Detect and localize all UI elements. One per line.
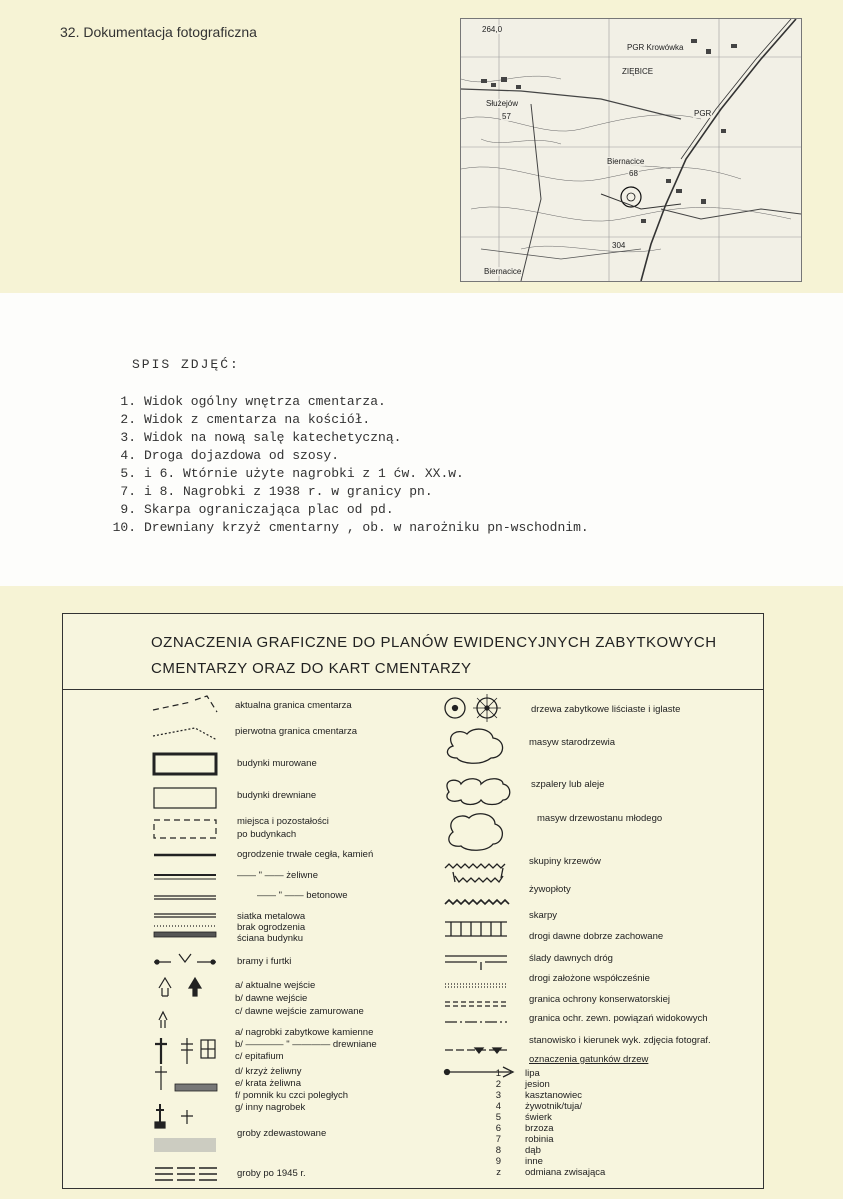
legend-brak-ogrodzenia: brak ogrodzenia <box>237 922 306 933</box>
legend-species-list: 1 lipa 2 jesion 3 kasztanowiec 4 żywotnik/tuja/ 5 świerk 6 brzoza 7 robinia 8 dąb 9 inne z odmiana zwisająca <box>495 1068 606 1178</box>
legend-nagrobki-b: b/ ———— " ———— drewniane <box>235 1039 377 1050</box>
map-label-ziebice: ZIĘBICE <box>622 67 654 76</box>
list-item: 2. Widok z cmentarza na kościół. <box>120 412 371 427</box>
legend-skarpy: skarpy <box>529 910 557 921</box>
legend-groby-1945: groby po 1945 r. <box>237 1168 306 1179</box>
legend-separator <box>63 689 763 690</box>
legend-right-symbols <box>441 692 521 1047</box>
legend-wejscie-a: a/ aktualne wejście <box>235 980 316 991</box>
map-label-biernacice-number: 68 <box>629 169 638 178</box>
legend-box <box>62 613 764 1189</box>
map-label-biernacice: Biernacice <box>607 157 645 166</box>
legend-zeliwne: —— " —— żeliwne <box>237 870 318 881</box>
legend-wejscie-c: c/ dawne wejście zamurowane <box>235 1006 364 1017</box>
legend-masyw-mlody: masyw drzewostanu młodego <box>537 813 663 824</box>
location-map <box>460 18 802 282</box>
legend-wejscie-b: b/ dawne wejście <box>235 993 308 1004</box>
map-drawing <box>461 19 801 281</box>
legend-drzewa-zabytkowe: drzewa zabytkowe liściaste i iglaste <box>531 704 681 715</box>
legend-slady-drog: ślady dawnych dróg <box>529 953 613 964</box>
legend-ogrodzenie-trwale: ogrodzenie trwałe cegła, kamień <box>237 849 374 860</box>
list-item: 7. i 8. Nagrobki z 1938 r. w granicy pn. <box>120 484 433 499</box>
list-item: 4. Droga dojazdowa od szosy. <box>120 448 340 463</box>
map-label-pgr-krowowka: PGR Krowówka <box>627 43 684 52</box>
legend-drogi-zalozone: drogi założone współcześnie <box>529 973 650 984</box>
legend-betonowe: —— " —— betonowe <box>257 890 348 901</box>
list-item: 3. Widok na nową salę katechetyczną. <box>120 430 402 445</box>
legend-granica-zewnetrzna: granica ochr. zewn. powiązań widokowych <box>529 1013 708 1024</box>
legend-pierwotna-granica: pierwotna granica cmentarza <box>235 726 357 737</box>
list-item: 1. Widok ogólny wnętrza cmentarza. <box>120 394 386 409</box>
legend-budynki-drewniane: budynki drewniane <box>237 790 317 801</box>
map-label-elevation-top: 264,0 <box>482 25 503 34</box>
legend-species-title: oznaczenia gatunków drzew <box>529 1054 649 1065</box>
legend-pozostalosci-line2: po budynkach <box>237 829 297 840</box>
map-label-sluzejow: Służejów <box>486 99 519 108</box>
legend-sciana-budynku: ściana budynku <box>237 933 304 944</box>
list-item: 5. i 6. Wtórnie użyte nagrobki z 1 ćw. XX.w. <box>120 466 464 481</box>
legend-left-symbols <box>151 692 221 1192</box>
legend-epitafium: c/ epitafium <box>235 1051 284 1062</box>
legend-title-line2: CMENTARZY ORAZ DO KART CMENTARZY <box>151 660 472 677</box>
page-title: 32. Dokumentacja fotograficzna <box>60 24 257 40</box>
legend-granica-ochrony: granica ochrony konserwatorskiej <box>529 994 670 1005</box>
legend-groby-zdewastowane: groby zdewastowane <box>237 1128 327 1139</box>
legend-pozostalosci-line1: miejsca i pozostałości <box>237 816 329 827</box>
legend-stanowisko: stanowisko i kierunek wyk. zdjęcia fotograf. <box>529 1035 711 1046</box>
list-item: 9. Skarpa ograniczająca plac od pd. <box>120 502 394 517</box>
legend-nagrobki-a: a/ nagrobki zabytkowe kamienne <box>235 1027 374 1038</box>
legend-skupiny-krzewow: skupiny krzewów <box>529 856 601 867</box>
legend-aktualna-granica: aktualna granica cmentarza <box>235 700 352 711</box>
map-label-elevation-bottom: 304 <box>612 241 626 250</box>
legend-siatka: siatka metalowa <box>237 911 306 922</box>
legend-bramy-furtki: bramy i furtki <box>237 956 292 967</box>
list-item: 10. Drewniany krzyż cmentarny , ob. w narożniku pn-wschodnim. <box>112 520 589 535</box>
legend-inny-nagrobek: g/ inny nagrobek <box>235 1102 306 1113</box>
map-label-sluzejow-number: 57 <box>502 112 511 121</box>
legend-title-line1: OZNACZENIA GRAFICZNE DO PLANÓW EWIDENCYJNYCH ZABYTKOWYCH <box>151 634 717 651</box>
legend-pomnik: f/ pomnik ku czci poległych <box>235 1090 348 1101</box>
photo-list-title: SPIS ZDJĘĆ: <box>132 357 240 372</box>
map-label-pgr: PGR <box>694 109 712 118</box>
legend-krata-zeliwna: e/ krata żeliwna <box>235 1078 302 1089</box>
legend-krzyz-zeliwny: d/ krzyż żeliwny <box>235 1066 302 1077</box>
legend-budynki-murowane: budynki murowane <box>237 758 317 769</box>
legend-zywoploty: żywopłoty <box>529 884 571 895</box>
legend-masyw-starodrzewia: masyw starodrzewia <box>529 737 616 748</box>
map-label-biernacice-bottom: Biernacice <box>484 267 522 276</box>
legend-szpalery: szpalery lub aleje <box>531 779 605 790</box>
legend-drogi-dawne: drogi dawne dobrze zachowane <box>529 931 664 942</box>
